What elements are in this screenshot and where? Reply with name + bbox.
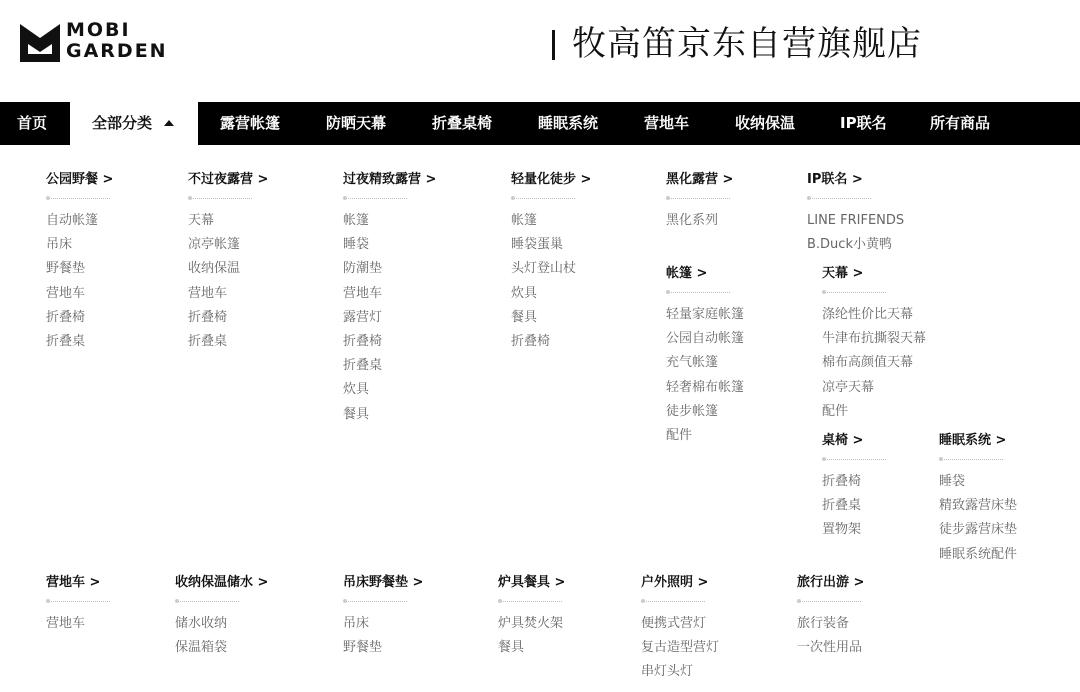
category-item[interactable]: 配件 (822, 403, 849, 419)
category-item[interactable]: 徒步帐篷 (666, 403, 719, 419)
category-hammock-picnic-mat (343, 574, 423, 660)
category-item[interactable]: 徒步露营床垫 (939, 522, 1018, 538)
category-canopies (822, 265, 926, 424)
category-item[interactable]: 折叠椅 (188, 309, 228, 325)
category-divider (807, 198, 871, 199)
category-ip-collab (807, 171, 904, 257)
category-title[interactable]: 黑化露营 > (666, 172, 734, 187)
category-item[interactable]: 睡眠系统配件 (939, 546, 1018, 562)
mobi-garden-logo-icon[interactable] (20, 24, 60, 62)
category-item[interactable]: 吊床 (46, 237, 73, 253)
store-divider (552, 30, 555, 60)
category-item[interactable]: 棉布高颜值天幕 (822, 355, 914, 371)
category-item[interactable]: 便携式营灯 (641, 616, 707, 631)
category-item[interactable]: 防潮垫 (343, 261, 383, 277)
category-divider (46, 601, 110, 602)
category-title[interactable]: 旅行出游 > (797, 575, 865, 590)
category-item[interactable]: 折叠椅 (822, 474, 862, 489)
category-divider (498, 601, 562, 602)
category-item[interactable]: 精致露营床垫 (939, 498, 1018, 514)
category-item[interactable]: 保温箱袋 (175, 640, 228, 656)
category-divider (797, 601, 861, 602)
category-item[interactable]: 天幕 (188, 213, 215, 228)
category-item[interactable]: 帐篷 (511, 213, 538, 228)
category-title[interactable]: IP联名 > (807, 172, 863, 187)
caret-up-icon (164, 120, 174, 126)
category-item[interactable]: 帐篷 (343, 213, 370, 228)
category-item[interactable]: 野餐垫 (343, 640, 383, 656)
category-item[interactable]: 吊床 (343, 616, 370, 631)
nav-storage-insulation[interactable]: 收纳保温 (735, 114, 796, 132)
category-item[interactable]: 凉亭天幕 (822, 379, 875, 395)
category-divider (46, 198, 110, 199)
category-sleep-system (939, 432, 1017, 567)
category-camp-cart (46, 574, 110, 636)
category-divider (175, 601, 239, 602)
category-item[interactable]: 置物架 (822, 522, 862, 538)
category-item[interactable]: 炉具焚火架 (498, 616, 564, 631)
category-divider (511, 198, 575, 199)
category-title[interactable]: 不过夜露营 > (188, 172, 269, 187)
category-divider (939, 459, 1003, 460)
category-item[interactable]: 充气帐篷 (666, 355, 719, 371)
category-divider (188, 198, 252, 199)
category-item[interactable]: 折叠桌 (343, 358, 383, 374)
category-item[interactable]: 旅行装备 (797, 616, 850, 631)
category-stoves-tableware (498, 574, 565, 660)
store-header (0, 0, 1080, 102)
category-park-picnic (46, 171, 113, 354)
category-title[interactable]: 营地车 > (46, 575, 101, 590)
category-item[interactable]: 睡袋 (939, 474, 966, 489)
category-title[interactable]: 吊床野餐垫 > (343, 575, 424, 590)
category-divider (822, 459, 886, 460)
category-title[interactable]: 炉具餐具 > (498, 575, 566, 590)
category-item[interactable]: 折叠椅 (343, 333, 383, 349)
category-item[interactable]: B.Duck小黄鸭 (807, 237, 892, 253)
category-item[interactable]: 营地车 (343, 285, 383, 301)
category-black-camping (666, 171, 733, 233)
category-item[interactable]: 牛津布抗撕裂天幕 (822, 331, 927, 347)
nav-folding-furniture[interactable]: 折叠桌椅 (432, 114, 493, 132)
category-item[interactable]: 头灯登山杖 (511, 261, 577, 277)
category-item[interactable]: 凉亭帐篷 (188, 237, 241, 253)
category-item[interactable]: 睡袋 (343, 237, 370, 253)
category-item[interactable]: 野餐垫 (46, 261, 86, 277)
category-tables-chairs (822, 432, 886, 543)
category-item[interactable]: 自动帐篷 (46, 213, 99, 228)
category-title[interactable]: 桌椅 > (822, 433, 864, 448)
category-item[interactable]: 餐具 (511, 309, 538, 325)
category-item[interactable]: 炊具 (511, 285, 538, 301)
category-item[interactable]: 餐具 (343, 406, 370, 422)
category-title[interactable]: 户外照明 > (641, 575, 709, 590)
category-item[interactable]: 黑化系列 (666, 213, 719, 228)
nav-ip-collab[interactable]: IP联名 (840, 114, 887, 132)
category-overnight-glamping (343, 171, 436, 427)
category-divider (641, 601, 705, 602)
category-item[interactable]: 炊具 (343, 382, 370, 398)
category-item[interactable]: 折叠桌 (188, 333, 228, 349)
category-item[interactable]: 折叠椅 (46, 309, 86, 325)
nav-all-categories[interactable] (70, 102, 198, 145)
category-item[interactable]: 营地车 (46, 285, 86, 301)
brand-line-1: MOBI (66, 19, 131, 41)
nav-all-categories-label: 全部分类 (92, 114, 153, 132)
category-item[interactable]: 储水收纳 (175, 616, 228, 631)
category-item[interactable]: 复古造型营灯 (641, 640, 720, 656)
category-title[interactable]: 睡眠系统 > (939, 433, 1007, 448)
category-tents (666, 265, 744, 448)
nav-all-products[interactable]: 所有商品 (930, 114, 991, 132)
category-divider (666, 292, 730, 293)
category-divider (343, 601, 407, 602)
category-item[interactable]: 轻量家庭帐篷 (666, 307, 745, 322)
category-divider (343, 198, 407, 199)
category-item[interactable]: 营地车 (188, 285, 228, 301)
category-ultralight-hiking (511, 171, 591, 354)
nav-home[interactable]: 首页 (17, 114, 48, 132)
category-item[interactable]: 折叠桌 (822, 498, 862, 514)
brand-logo-text[interactable] (66, 20, 168, 62)
category-day-camping (188, 171, 268, 354)
category-travel (797, 574, 864, 660)
category-item[interactable]: 串灯头灯 (641, 664, 694, 680)
category-outdoor-lighting (641, 574, 719, 685)
category-item[interactable]: 露营灯 (343, 309, 383, 325)
category-item[interactable]: 收纳保温 (188, 261, 241, 277)
main-nav (0, 102, 1080, 145)
category-title[interactable]: 轻量化徒步 > (511, 172, 592, 187)
category-item[interactable]: 折叠椅 (511, 333, 551, 349)
category-title[interactable]: 天幕 > (822, 266, 864, 281)
brand-line-2: GARDEN (66, 40, 168, 62)
category-storage-insulation (175, 574, 268, 660)
category-item[interactable]: 餐具 (498, 640, 525, 656)
category-title[interactable]: 帐篷 > (666, 266, 708, 281)
category-divider (822, 292, 886, 293)
category-title[interactable]: 过夜精致露营 > (343, 172, 437, 187)
category-item[interactable]: 涤纶性价比天幕 (822, 307, 914, 322)
category-title[interactable]: 公园野餐 > (46, 172, 114, 187)
category-item[interactable]: 一次性用品 (797, 640, 863, 656)
category-divider (666, 198, 730, 199)
category-item[interactable]: 睡袋蛋巢 (511, 237, 564, 253)
store-name: 牧高笛京东自营旗舰店 (572, 24, 922, 64)
category-item[interactable]: 折叠桌 (46, 333, 86, 349)
nav-camp-cart[interactable]: 营地车 (644, 114, 690, 132)
category-item[interactable]: 公园自动帐篷 (666, 331, 745, 347)
nav-sleep-system[interactable]: 睡眠系统 (538, 114, 599, 132)
nav-camping-tents[interactable]: 露营帐篷 (220, 114, 281, 132)
category-item[interactable]: LINE FRIFENDS (807, 213, 905, 228)
category-item[interactable]: 轻奢棉布帐篷 (666, 379, 745, 395)
nav-sunshade-canopy[interactable]: 防晒天幕 (326, 114, 387, 132)
category-item[interactable]: 营地车 (46, 616, 86, 631)
category-item[interactable]: 配件 (666, 427, 693, 443)
category-title[interactable]: 收纳保温储水 > (175, 575, 269, 590)
